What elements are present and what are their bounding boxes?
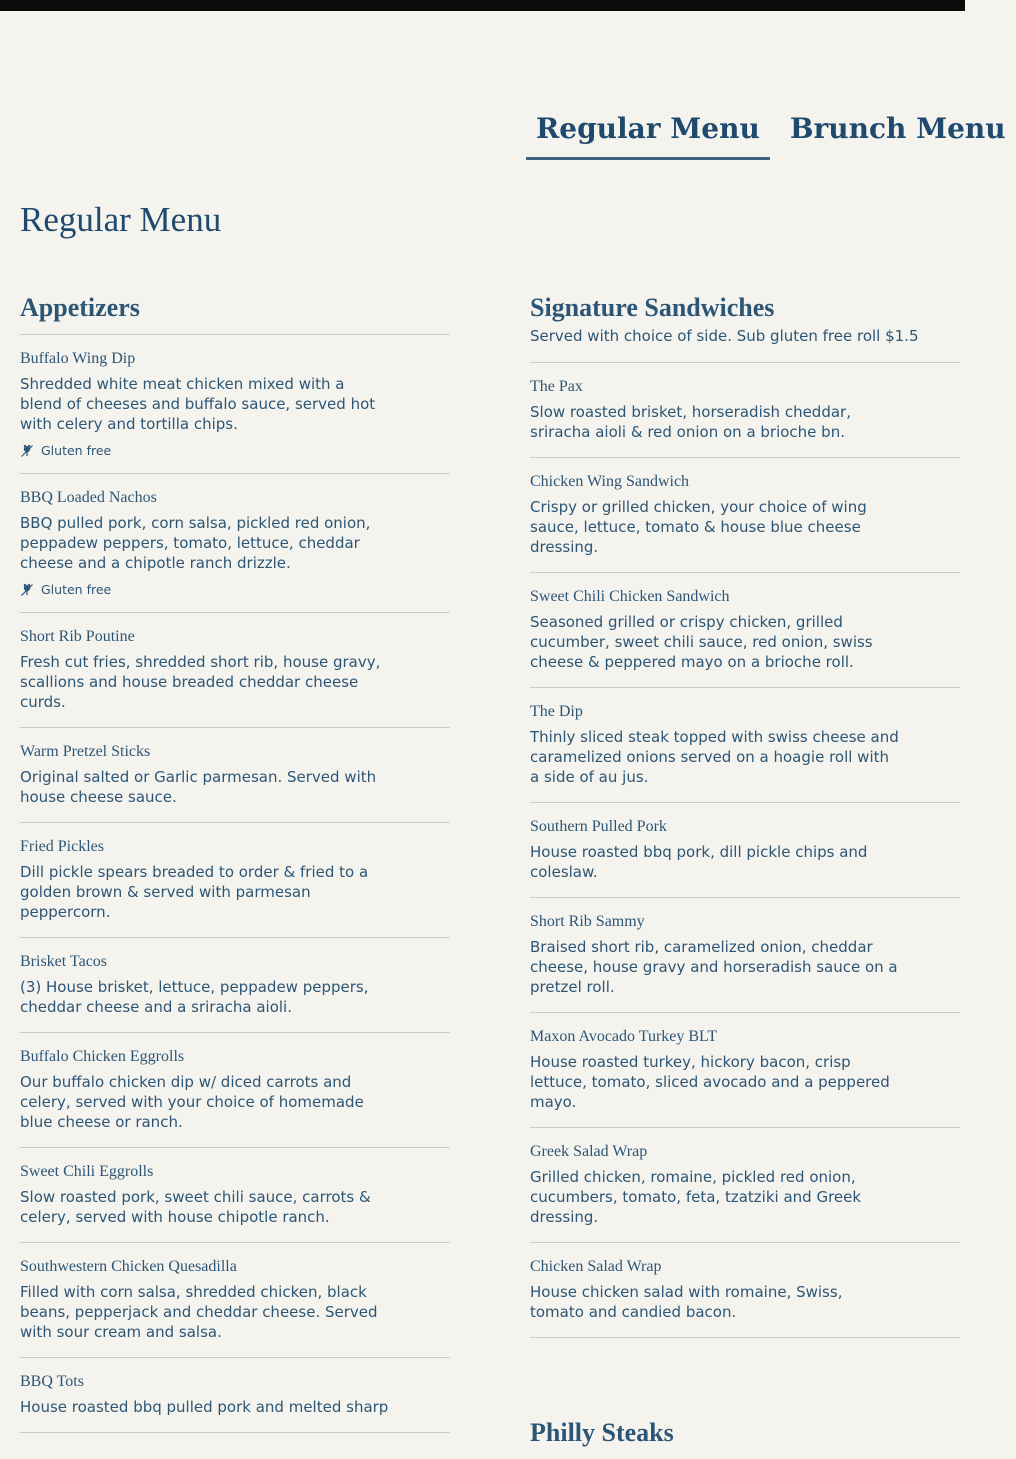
section-title-philly-steaks: Philly Steaks	[530, 1418, 674, 1447]
menu-item-description: Slow roasted pork, sweet chili sauce, carrots & celery, served with house chipotle ranch.	[20, 1188, 371, 1226]
menu-item	[20, 335, 450, 474]
menu-item-name: Warm Pretzel Sticks	[20, 743, 151, 760]
menu-item-name: BBQ Tots	[20, 1373, 84, 1390]
menu-item-description: Seasoned grilled or crispy chicken, grilled cucumber, sweet chili sauce, red onion, swiss cheese & peppered mayo on a brioche roll.	[530, 613, 873, 671]
menu-item-description: House roasted turkey, hickory bacon, crisp lettuce, tomato, sliced avocado and a peppered mayo.	[530, 1053, 890, 1111]
section-title-sandwiches: Signature Sandwiches	[530, 293, 775, 322]
appetizers-column	[20, 292, 450, 1433]
page-title: Regular Menu	[20, 200, 222, 239]
menu-item-description: House roasted bbq pulled pork and melted sharp	[20, 1398, 389, 1416]
menu-item	[530, 1013, 960, 1128]
menu-item-description: Original salted or Garlic parmesan. Served with house cheese sauce.	[20, 768, 377, 806]
menu-item-description: Fresh cut fries, shredded short rib, house gravy, scallions and house breaded cheddar cheese curds.	[20, 653, 381, 711]
menu-item	[530, 688, 960, 803]
tab-brunch-menu[interactable]: Brunch Menu	[789, 112, 1006, 145]
tab-regular-menu[interactable]: Regular Menu	[526, 108, 770, 160]
menu-item-name: Buffalo Chicken Eggrolls	[20, 1048, 185, 1065]
menu-item-description: House roasted bbq pork, dill pickle chips and coleslaw.	[530, 843, 868, 881]
top-bar	[0, 0, 965, 11]
menu-item-name: Southwestern Chicken Quesadilla	[20, 1258, 237, 1275]
menu-item	[20, 1033, 450, 1148]
menu-item-description: Grilled chicken, romaine, pickled red onion, cucumbers, tomato, feta, tzatziki and Greek dressing.	[530, 1168, 862, 1226]
gluten-free-icon	[20, 583, 41, 597]
menu-item	[20, 1148, 450, 1243]
gluten-free-badge	[20, 582, 450, 597]
menu-item-description: BBQ pulled pork, corn salsa, pickled red onion, peppadew peppers, tomato, lettuce, cheddar cheese and a chipotle ranch drizzle.	[20, 514, 371, 572]
menu-item	[20, 938, 450, 1033]
menu-item	[530, 1243, 960, 1338]
menu-item-name: Sweet Chili Chicken Sandwich	[530, 588, 730, 605]
menu-item-description: Thinly sliced steak topped with swiss cheese and caramelized onions served on a hoagie roll with a side of au jus.	[530, 728, 899, 786]
menu-item-name: BBQ Loaded Nachos	[20, 489, 157, 506]
menu-item	[530, 803, 960, 898]
menu-item-name: Brisket Tacos	[20, 953, 108, 970]
menu-item-name: Sweet Chili Eggrolls	[20, 1163, 154, 1180]
menu-item	[530, 1128, 960, 1243]
gluten-free-icon	[20, 444, 41, 458]
menu-item-description: Shredded white meat chicken mixed with a blend of cheeses and buffalo sauce, served hot with celery and tortilla chips.	[20, 375, 376, 433]
sandwiches-column	[530, 292, 960, 1459]
menu-item-name: Chicken Wing Sandwich	[530, 473, 690, 490]
menu-item	[530, 573, 960, 688]
menu-item-name: Greek Salad Wrap	[530, 1143, 648, 1160]
menu-item-name: Short Rib Sammy	[530, 913, 645, 930]
section-title-appetizers: Appetizers	[20, 293, 140, 322]
menu-item-name: Chicken Salad Wrap	[530, 1258, 662, 1275]
gluten-free-badge	[20, 443, 450, 458]
badge-label: Gluten free	[41, 443, 112, 458]
menu-item	[530, 458, 960, 573]
appetizers-list	[20, 334, 450, 1433]
menu-item	[20, 1358, 450, 1433]
menu-item-name: Maxon Avocado Turkey BLT	[530, 1028, 718, 1045]
menu-item	[20, 728, 450, 823]
badge-label: Gluten free	[41, 582, 112, 597]
sandwiches-list	[530, 362, 960, 1338]
menu-item	[530, 363, 960, 458]
menu-item	[530, 898, 960, 1013]
menu-item-description: (3) House brisket, lettuce, peppadew peppers, cheddar cheese and a sriracha aioli.	[20, 978, 369, 1016]
menu-item-name: Southern Pulled Pork	[530, 818, 667, 835]
menu-item-description: House chicken salad with romaine, Swiss, tomato and candied bacon.	[530, 1283, 843, 1321]
menu-item	[20, 613, 450, 728]
menu-item-description: Filled with corn salsa, shredded chicken, black beans, pepperjack and cheddar cheese. Served with sour cream and salsa.	[20, 1283, 378, 1341]
menu-item-description: Braised short rib, caramelized onion, cheddar cheese, house gravy and horseradish sauce on a pretzel roll.	[530, 938, 898, 996]
menu-item-name: Short Rib Poutine	[20, 628, 135, 645]
menu-item-description: Dill pickle spears breaded to order & fried to a golden brown & served with parmesan peppercorn.	[20, 863, 369, 921]
menu-item-description: Crispy or grilled chicken, your choice of wing sauce, lettuce, tomato & house blue cheese dressing.	[530, 498, 867, 556]
section-note: Served with choice of side. Sub gluten free roll $1.5	[530, 327, 919, 345]
menu-item-description: Slow roasted brisket, horseradish cheddar, sriracha aioli & red onion on a brioche bn.	[530, 403, 851, 441]
menu-item-description: Our buffalo chicken dip w/ diced carrots and celery, served with your choice of homemade blue cheese or ranch.	[20, 1073, 364, 1131]
menu-item-name: The Pax	[530, 378, 583, 395]
menu-item-name: Fried Pickles	[20, 838, 104, 855]
menu-item	[20, 1243, 450, 1358]
menu-item-name: The Dip	[530, 703, 583, 720]
menu-item-name: Buffalo Wing Dip	[20, 350, 136, 367]
menu-item	[20, 823, 450, 938]
menu-item	[20, 474, 450, 613]
menu-tabs	[526, 108, 1016, 160]
